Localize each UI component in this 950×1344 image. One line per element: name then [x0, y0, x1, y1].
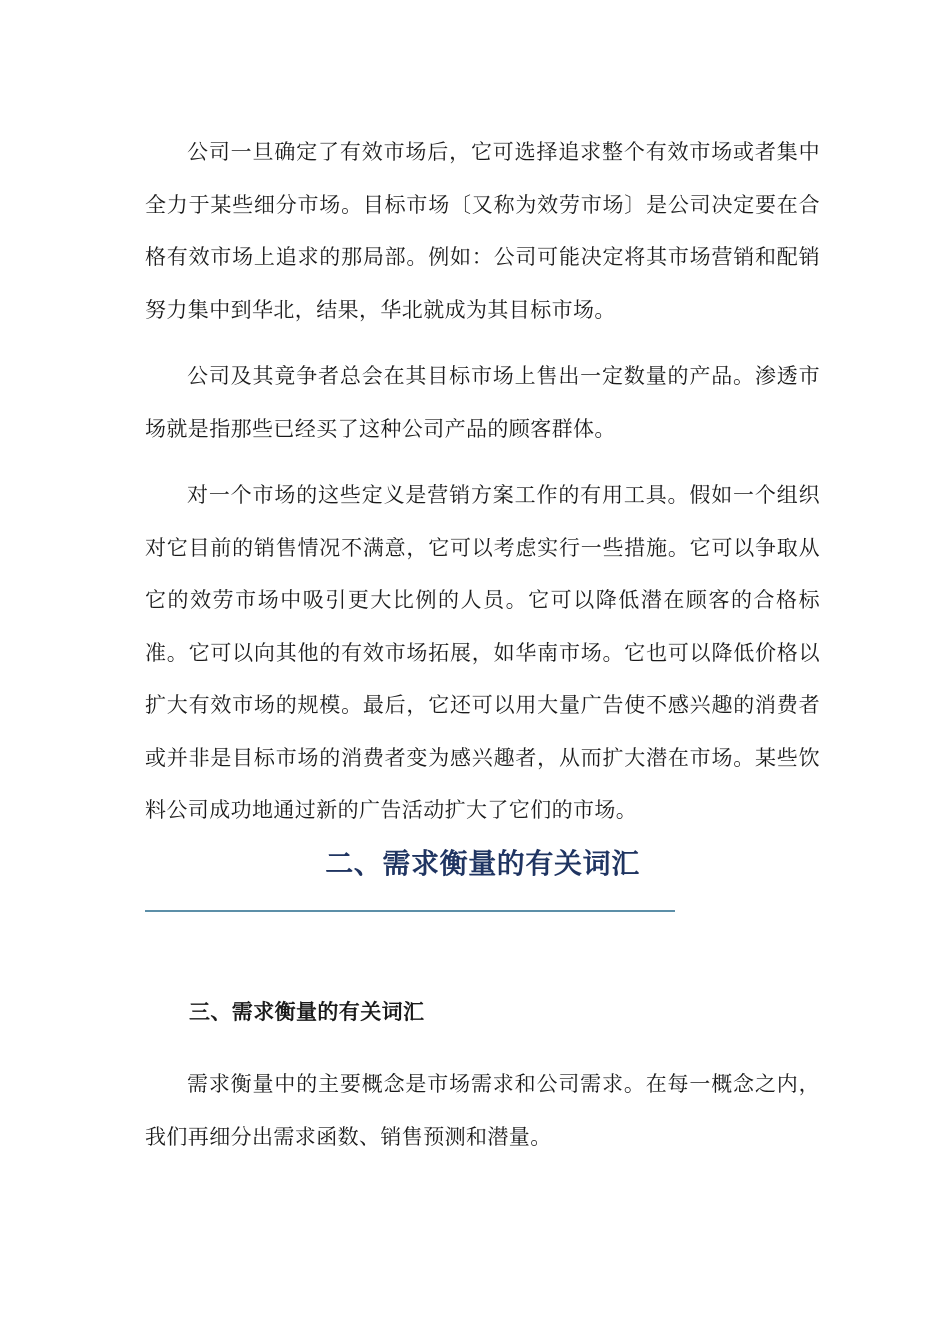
- subsection-title: 三、需求衡量的有关词汇: [189, 999, 425, 1024]
- heading-divider: [145, 910, 675, 912]
- paragraph-target-market: 公司一旦确定了有效市场后，它可选择追求整个有效市场或者集中全力于某些细分市场。目标市场〔又称为效劳市场〕是公司决定要在合格有效市场上追求的那局部。例如：公司可能决定将其市场营销和配销努力集中到华北，结果，华北就成为其目标市场。: [145, 140, 820, 322]
- paragraph-market-definitions: 对一个市场的这些定义是营销方案工作的有用工具。假如一个组织对它目前的销售情况不满意，它可以考虑实行一些措施。它可以争取从它的效劳市场中吸引更大比例的人员。它可以降低潜在顾客的合格标准。它可以向其他的有效市场拓展，如华南市场。它也可以降低价格以扩大有效市场的规模。最后，它还可以用大量广告使不感兴趣的消费者或并非是目标市场的消费者变为感兴趣者，从而扩大潜在市场。某些饮料公司成功地通过新的广告活动扩大了它们的市场。: [145, 483, 820, 822]
- paragraph-penetrated-market: 公司及其竟争者总会在其目标市场上售出一定数量的产品。渗透市场就是指那些已经买了这种公司产品的顾客群体。: [145, 364, 820, 441]
- section-title: 二、需求衡量的有关词汇: [325, 847, 640, 880]
- paragraph-demand-concepts: 需求衡量中的主要概念是市场需求和公司需求。在每一概念之内，我们再细分出需求函数、销售预测和潜量。: [145, 1072, 820, 1149]
